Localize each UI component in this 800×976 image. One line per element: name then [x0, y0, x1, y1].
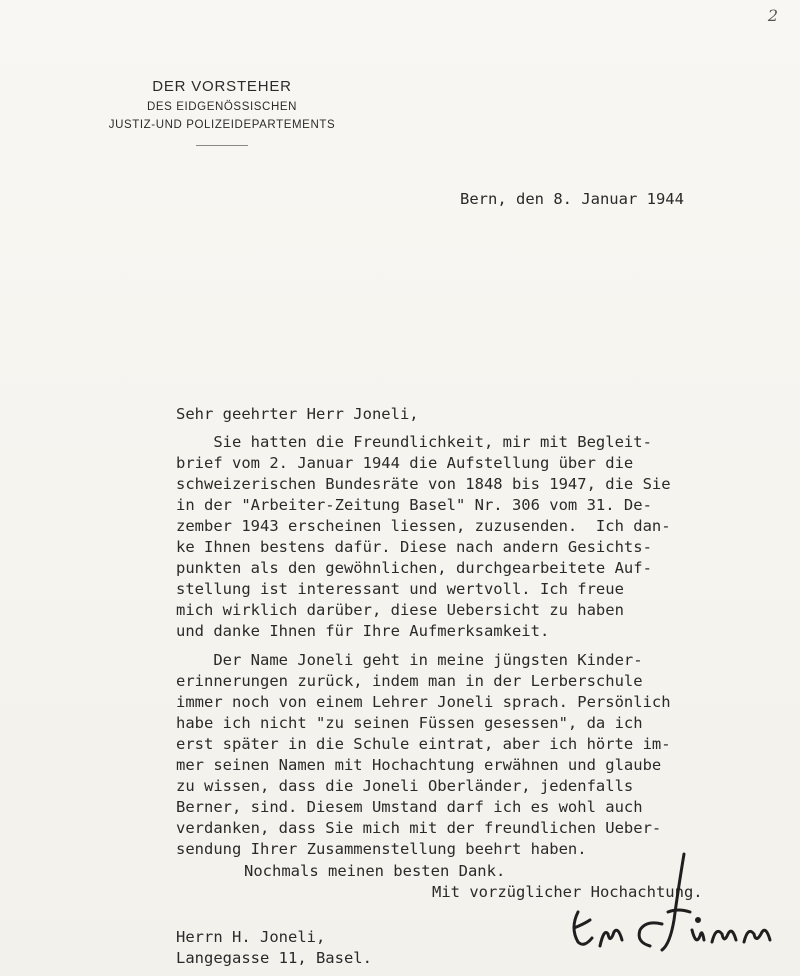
paragraph-line: punkten als den gewöhnlichen, durchgearbeitete Auf- — [176, 559, 652, 577]
closing-thanks: Nochmals meinen besten Dank. — [244, 862, 506, 880]
paragraph-line: Sie hatten die Freundlichkeit, mir mit Begleit- — [176, 433, 652, 451]
paragraph-line: erinnerungen zurück, indem man in der Lerberschule — [176, 672, 643, 690]
paragraph-line: erst später in die Schule eintrat, aber ich hörte im- — [176, 735, 671, 753]
paragraph-line: zu wissen, dass die Joneli Oberländer, jedenfalls — [176, 777, 634, 795]
body-paragraph-2 — [176, 650, 776, 860]
paragraph-line: sendung Ihrer Zusammenstellung beehrt haben. — [176, 840, 587, 858]
paragraph-line: stellung ist interessant und wertvoll. Ich freue — [176, 580, 624, 598]
paragraph-line: mer seinen Namen mit Hochachtung erwähnen und glaube — [176, 756, 662, 774]
paragraph-line: zember 1943 erscheinen liessen, zuzusenden. Ich dan- — [176, 517, 671, 535]
paragraph-line: Berner, sind. Diesem Umstand darf ich es wohl auch — [176, 798, 643, 816]
paragraph-line: schweizerischen Bundesräte von 1848 bis 1947, die Sie — [176, 475, 671, 493]
address-line: Langegasse 11, Basel. — [176, 949, 372, 967]
letterhead-subtitle: DES EIDGENÖSSISCHEN — [146, 101, 298, 113]
paragraph-line: verdanken, dass Sie mich mit der freundlichen Ueber- — [176, 819, 662, 837]
closing-formula: Mit vorzüglicher Hochachtung. — [432, 883, 703, 901]
handwritten-signature — [566, 850, 796, 960]
paragraph-line: habe ich nicht "zu seinen Füssen gesessen", da ich — [176, 714, 643, 732]
letterhead-divider — [196, 145, 248, 146]
body-paragraph-1 — [176, 432, 776, 642]
salutation: Sehr geehrter Herr Joneli, — [176, 405, 419, 423]
paragraph-line: und danke Ihnen für Ihre Aufmerksamkeit. — [176, 622, 550, 640]
paragraph-line: immer noch von einem Lehrer Joneli sprach. Persönlich — [176, 693, 671, 711]
letterhead-title: DER VORSTEHER — [152, 78, 292, 95]
letterhead-department: JUSTIZ-UND POLIZEIDEPARTEMENTS — [108, 119, 336, 131]
paragraph-line: brief vom 2. Januar 1944 die Aufstellung über die — [176, 454, 634, 472]
letter-date: Bern, den 8. Januar 1944 — [460, 190, 684, 208]
address-line: Herrn H. Joneli, — [176, 928, 326, 946]
paragraph-line: ke Ihnen bestens dafür. Diese nach andern Gesichts- — [176, 538, 652, 556]
letterhead — [72, 78, 372, 146]
recipient-address — [176, 927, 372, 969]
paragraph-line: Der Name Joneli geht in meine jüngsten Kinder- — [176, 651, 643, 669]
page-number: 2 — [767, 6, 778, 25]
paragraph-line: in der "Arbeiter-Zeitung Basel" Nr. 306 vom 31. De- — [176, 496, 652, 514]
paragraph-line: mich wirklich darüber, diese Uebersicht zu haben — [176, 601, 624, 619]
